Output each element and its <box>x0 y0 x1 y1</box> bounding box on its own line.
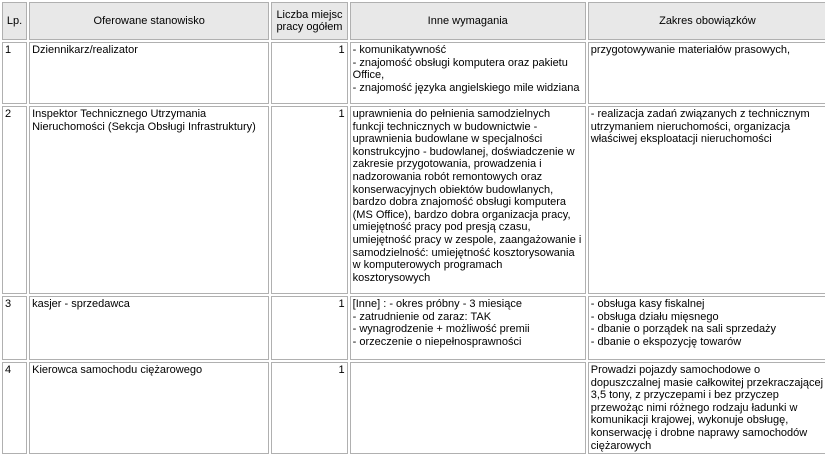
cell-lp: 2 <box>2 106 27 294</box>
table-row <box>2 42 825 104</box>
table-header-row <box>2 2 825 40</box>
cell-position: Inspektor Technicznego Utrzymania Nieruchomości (Sekcja Obsługi Infrastruktury) <box>29 106 269 294</box>
cell-requirements <box>350 362 586 454</box>
col-header-position: Oferowane stanowisko <box>29 2 269 40</box>
table-row <box>2 362 825 454</box>
cell-duties: - obsługa kasy fiskalnej - obsługa działu mięsnego - dbanie o porządek na sali sprzedaży - dbanie o ekspozycję towarów <box>588 296 825 360</box>
cell-count: 1 <box>271 106 347 294</box>
cell-position: kasjer - sprzedawca <box>29 296 269 360</box>
cell-requirements: - komunikatywność - znajomość obsługi komputera oraz pakietu Office, - znajomość języka angielskiego mile widziana <box>350 42 586 104</box>
cell-position: Kierowca samochodu ciężarowego <box>29 362 269 454</box>
cell-duties: przygotowywanie materiałów prasowych, <box>588 42 825 104</box>
table-row <box>2 296 825 360</box>
col-header-requirements: Inne wymagania <box>350 2 586 40</box>
cell-lp: 4 <box>2 362 27 454</box>
col-header-duties: Zakres obowiązków <box>588 2 825 40</box>
table-row <box>2 106 825 294</box>
cell-count: 1 <box>271 362 347 454</box>
col-header-lp: Lp. <box>2 2 27 40</box>
cell-lp: 3 <box>2 296 27 360</box>
cell-duties: - realizacja zadań związanych z technicznym utrzymaniem nieruchomości, organizacja właściwej eksploatacji nieruchomości <box>588 106 825 294</box>
col-header-count: Liczba miejsc pracy ogółem <box>271 2 347 40</box>
cell-count: 1 <box>271 296 347 360</box>
cell-duties: Prowadzi pojazdy samochodowe o dopuszczalnej masie całkowitej przekraczającej 3,5 tony, z przyczepami i bez przyczep przewożąc nimi różnego rodzaju ładunki w komunikacji krajowej, wykonuje obsługę, konserwację i drobne naprawy samochodów ciężarowych <box>588 362 825 454</box>
cell-lp: 1 <box>2 42 27 104</box>
cell-requirements: uprawnienia do pełnienia samodzielnych funkcji technicznych w budownictwie - uprawnienia budowlane w specjalności konstrukcyjno - budowlanej, doświadczenie w zakresie przygotowania, prowadzenia i nadzorowania robót remontowych oraz konserwacyjnych obiektów budowlanych, bardzo dobra znajomość obsługi komputera (MS Office), bardzo dobra organizacja pracy, umiejętność pracy pod presją czasu, umiejętność pracy w zespole, zaangażowanie i samodzielność: umiejętność kosztorysowania w komputerowych programach kosztorysowych <box>350 106 586 294</box>
cell-count: 1 <box>271 42 347 104</box>
cell-requirements: [Inne] : - okres próbny - 3 miesiące - zatrudnienie od zaraz: TAK - wynagrodzenie + możliwość premii - orzeczenie o niepełnosprawności <box>350 296 586 360</box>
cell-position: Dziennikarz/realizator <box>29 42 269 104</box>
